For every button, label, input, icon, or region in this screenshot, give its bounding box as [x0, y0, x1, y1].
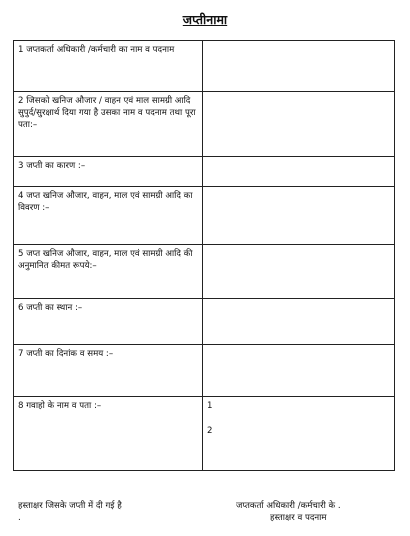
recipient-signature-label: हस्ताक्षर जिसके जप्ती में दी गई है: [18, 501, 122, 511]
form-row-reason: [14, 157, 395, 187]
row-answer-datetime: [203, 345, 395, 397]
row-label-officer: 1 जप्तकर्ता अधिकारी /कर्मचारी का नाम व पदनाम: [14, 41, 203, 92]
seizure-form-table: [13, 40, 395, 471]
recipient-signature-mark: .: [18, 513, 21, 523]
form-row-description: [14, 187, 395, 245]
witness-number-2: 2: [207, 426, 213, 436]
row-label-witnesses: 8 गवाहो के नाम व पता :–: [14, 397, 203, 471]
form-row-officer: [14, 41, 395, 92]
officer-signature-block: [236, 500, 341, 524]
form-row-place: [14, 299, 395, 345]
form-row-value: [14, 245, 395, 299]
document-title: [0, 11, 410, 28]
row-label-place: 6 जप्ती का स्थान :–: [14, 299, 203, 345]
row-answer-description: [203, 187, 395, 245]
row-answer-officer: [203, 41, 395, 92]
form-row-witnesses: [14, 397, 395, 471]
row-answer-witnesses: [203, 397, 395, 471]
row-label-value: 5 जप्त खनिज औजार, वाहन, माल एवं सामग्री आदि की अनुमानित कीमत रूपये:–: [14, 245, 203, 299]
row-label-datetime: 7 जप्ती का दिनांक व समय :–: [14, 345, 203, 397]
row-answer-custodian: [203, 92, 395, 157]
officer-signature-label: जप्तकर्ता अधिकारी /कर्मचारी के .: [236, 501, 341, 511]
row-label-description: 4 जप्त खनिज औजार, वाहन, माल एवं सामग्री आदि का विवरण :–: [14, 187, 203, 245]
witness-number-1: 1: [207, 401, 213, 411]
row-answer-reason: [203, 157, 395, 187]
form-row-datetime: [14, 345, 395, 397]
document-title-text: जप्तीनामा: [182, 12, 228, 27]
recipient-signature-block: [18, 500, 122, 524]
form-row-custodian: [14, 92, 395, 157]
row-label-reason: 3 जप्ती का कारण :–: [14, 157, 203, 187]
row-answer-place: [203, 299, 395, 345]
officer-signature-designation: हस्ताक्षर व पदनाम: [270, 513, 327, 523]
row-label-custodian: 2 जिसको खनिज औजार / वाहन एवं माल सामग्री आदि सुपुर्द/सुरक्षार्थ दिया गया है उसका नाम व पदनाम तथा पूरा पता:–: [14, 92, 203, 157]
row-answer-value: [203, 245, 395, 299]
